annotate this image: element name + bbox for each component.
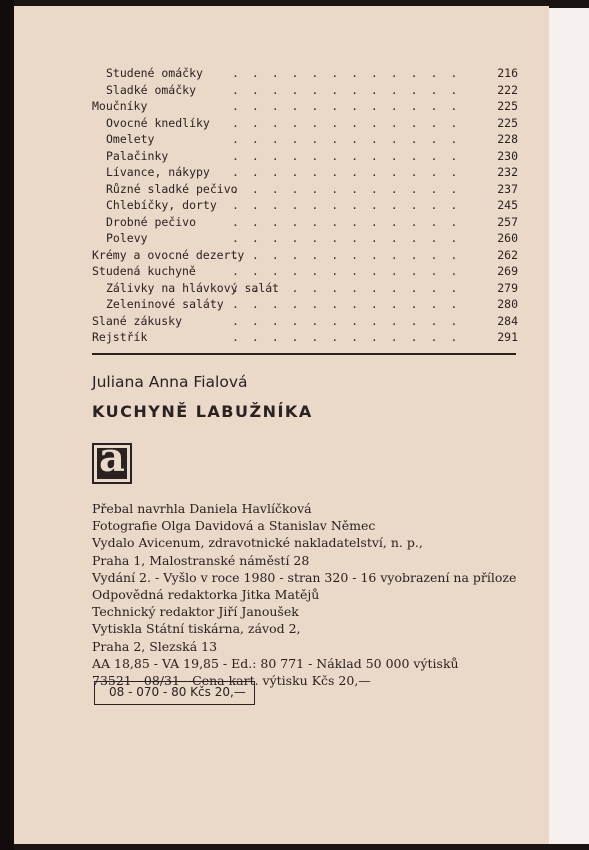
toc-entry-label: Palačinky [106, 148, 169, 163]
toc-page-number: 291 [497, 330, 518, 344]
toc-leader-dots: . . . . . . . . . . . . [232, 99, 461, 113]
toc-page-number: 225 [497, 115, 518, 130]
imprint-line: Vydalo Avicenum, zdravotnické nakladatelství, n. p., [92, 535, 423, 551]
toc-page-number: 260 [497, 231, 518, 245]
price-box [94, 681, 255, 705]
toc-leader-dots: . . . . . . . . . . . . [232, 297, 461, 311]
toc-entry-label: Sladké omáčky [106, 82, 197, 97]
toc-page-number: 284 [497, 313, 518, 328]
toc-leader-dots: . . . . . . . . . . . . [232, 330, 461, 344]
toc-leader-dots: . . . . . . . . . . . . [232, 132, 461, 146]
toc-entry-label: Zálivky na hlávkový salát [106, 280, 280, 295]
toc-leader-dots: . . . . . . . . . . . . [232, 247, 461, 262]
toc-page-number: 225 [497, 99, 518, 113]
imprint-line: Fotografie Olga Davidová a Stanislav Němec [92, 518, 376, 534]
toc-entry-label: Krémy a ovocné dezerty [92, 247, 245, 262]
toc-entry-label: Polevy [106, 231, 148, 245]
toc-entry-label: Studené omáčky [106, 66, 203, 80]
book-spine-shadow [0, 0, 14, 850]
toc-page-number: 222 [497, 82, 518, 97]
imprint-line: Odpovědná redaktorka Jitka Matějů [92, 587, 320, 602]
imprint-line: Praha 1, Malostranské náměstí 28 [92, 552, 310, 568]
logo-letter: a [99, 434, 125, 481]
price-code: 08 - 070 - 80 Kčs 20,— [109, 685, 246, 699]
toc-entry-label: Studená kuchyně [92, 264, 196, 278]
imprint-line: Vytiskla Státní tiskárna, závod 2, [92, 621, 301, 637]
toc-leader-dots: . . . . . . . . . . . . [232, 198, 461, 212]
toc-entry-label: Lívance, nákypy [106, 165, 210, 179]
toc-entry-label: Slané zákusky [92, 313, 183, 328]
toc-page-number: 279 [497, 280, 518, 295]
toc-page-number: 232 [497, 165, 518, 179]
toc-leader-dots: . . . . . . . . . . . . [232, 115, 461, 130]
toc-entry-label: Různé sladké pečivo [106, 181, 238, 196]
toc-page-number: 245 [497, 198, 518, 212]
toc-leader-dots: . . . . . . . . . . . . [232, 181, 461, 196]
toc-page-number: 216 [497, 66, 518, 80]
toc-entry-label: Omelety [106, 132, 155, 146]
toc-leader-dots: . . . . . . . . . . . . [232, 280, 461, 295]
toc-leader-dots: . . . . . . . . . . . . [232, 148, 461, 163]
toc-leader-dots: . . . . . . . . . . . . [232, 214, 461, 229]
toc-page-number: 230 [497, 148, 518, 163]
toc-entry-label: Rejstřík [92, 330, 148, 344]
toc-page-number: 280 [497, 297, 518, 311]
toc-leader-dots: . . . . . . . . . . . . [232, 66, 461, 80]
toc-entry-label: Ovocné knedlíky [106, 115, 210, 130]
toc-leader-dots: . . . . . . . . . . . . [232, 165, 461, 179]
toc-page-number: 237 [497, 181, 518, 196]
toc-entry-label: Zeleninové saláty [106, 297, 224, 311]
toc-leader-dots: . . . . . . . . . . . . [232, 264, 461, 278]
imprint-line: AA 18,85 - VA 19,85 - Ed.: 80 771 - Náklad 50 000 výtisků [92, 655, 459, 671]
imprint-line: Technický redaktor Jiří Janoušek [92, 604, 299, 620]
imprint-line: 73521 - 08/31 - Cena kart. výtisku Kčs 20,— [92, 673, 371, 688]
toc-page-number: 257 [497, 214, 518, 229]
toc-leader-dots: . . . . . . . . . . . . [232, 313, 461, 328]
toc-page-number: 228 [497, 132, 518, 146]
toc-leader-dots: . . . . . . . . . . . . [232, 82, 461, 97]
page-edge [549, 8, 589, 844]
toc-page-number: 269 [497, 264, 518, 278]
toc-entry-label: Drobné pečivo [106, 214, 197, 229]
publisher-logo [92, 434, 132, 484]
toc-entry-label: Moučníky [92, 99, 148, 113]
imprint-line: Praha 2, Slezská 13 [92, 638, 218, 654]
separator-rule [92, 353, 516, 355]
author-name: Juliana Anna Fialová [92, 373, 248, 391]
imprint-line: Přebal navrhla Daniela Havlíčková [92, 501, 312, 516]
toc-entry-label: Chlebíčky, dorty [106, 198, 217, 212]
book-title: KUCHYNĚ LABUŽNÍKA [92, 402, 313, 421]
imprint-line: Vydání 2. - Vyšlo v roce 1980 - stran 320 - 16 vyobrazení na příloze [92, 569, 517, 585]
toc-leader-dots: . . . . . . . . . . . . [232, 231, 461, 245]
toc-page-number: 262 [497, 247, 518, 262]
